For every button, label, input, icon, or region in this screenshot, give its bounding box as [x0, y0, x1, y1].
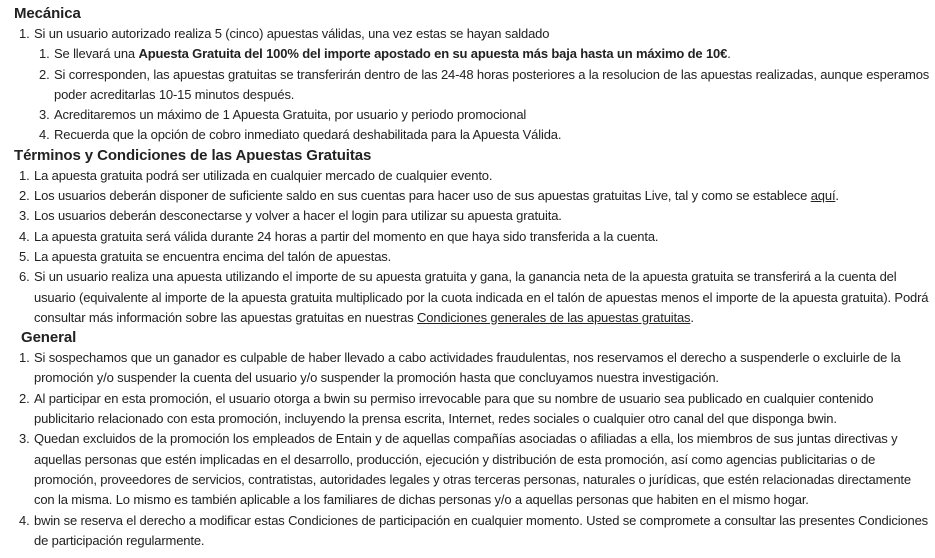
list-item: [0, 166, 930, 186]
list-item: [0, 105, 930, 125]
list-number: 1.: [19, 350, 30, 366]
list-item: [0, 247, 930, 267]
list-item: [0, 65, 935, 106]
list-number: 6.: [19, 269, 30, 285]
list-number: 1.: [19, 167, 30, 183]
document-content: [0, 4, 930, 551]
list-item: [0, 24, 930, 146]
list-number: 2.: [39, 66, 50, 82]
general-item-4-text: bwin se reserva el derecho a modificar estas Condiciones de participación en cualquier momento. Usted se compromete a consultar las presentes Condiciones de participación regularmente.: [34, 512, 929, 548]
list-item: [0, 206, 930, 226]
list-item: [0, 389, 934, 430]
list-number: 5.: [19, 248, 30, 264]
terminos-item-5-text: La apuesta gratuita se encuentra encima del talón de apuestas.: [34, 248, 392, 264]
terminos-list: [0, 166, 930, 328]
list-number: 3.: [19, 208, 30, 224]
list-item: [0, 227, 930, 247]
list-number: 2.: [19, 188, 30, 204]
list-item: [0, 348, 934, 389]
list-number: 4.: [39, 127, 50, 143]
terminos-item-3-text: Los usuarios deberán desconectarse y volver a hacer el login para utilizar su apuesta gratuita.: [34, 208, 562, 224]
sub-item-4-text: Recuerda que la opción de cobro inmediato quedará deshabilitada para la Apuesta Válida.: [54, 127, 562, 143]
sub-item-1-text: [54, 46, 731, 61]
general-item-1-text: Si sospechamos que un ganador es culpable de haber llevado a cabo actividades fraudulentas, nos reservamos el derecho a suspenderle o excluirle de la promoción y/o suspender la cuenta del usuario y/o suspender la promoción hasta que concluyamos nuestra investigación.: [34, 350, 901, 386]
list-number: 2.: [19, 390, 30, 406]
terminos-item-6-text: [34, 269, 928, 325]
section-title-mecanica: Mecánica: [14, 5, 81, 22]
mecanica-sublist: [0, 44, 930, 145]
condiciones-generales-link[interactable]: Condiciones generales de las apuestas gratuitas: [417, 309, 691, 325]
terminos-item-2-post: .: [835, 188, 839, 204]
sub-item-3-text: Acreditaremos un máximo de 1 Apuesta Gratuita, por usuario y periodo promocional: [54, 107, 527, 123]
sub-item-1-pre: Se llevará una: [54, 46, 139, 62]
mecanica-item-1-text: Si un usuario autorizado realiza 5 (cinco) apuestas válidas, una vez estas se hayan saldado: [34, 26, 550, 41]
list-number: 3.: [39, 107, 50, 123]
aqui-link[interactable]: aquí: [810, 188, 836, 204]
general-item-3-text: Quedan excluidos de la promoción los empleados de Entain y de aquellas compañías asociadas o afiliadas a ella, los miembros de sus juntas directivas y aquellas personas que estén implicadas en el desarrollo, producción, ejecución y distribución de esta promoción, así como agencias publicitarias o de promoción, proveedores de servicios, contratistas, autoridades legales y otras terceras personas, naturales o jurídicas, que estén relacionadas directamente con la misma. Lo mismo es también aplicable a los familiares de dichas personas y/o a aquellas personas que habiten en el mismo hogar.: [34, 431, 911, 508]
list-item: [0, 125, 930, 145]
list-number: 4.: [19, 512, 30, 528]
sub-item-2-text: Si corresponden, las apuestas gratuitas se transferirán dentro de las 24-48 horas posteriores a la resolucion de las apuestas realizadas, aunque esperamos poder acreditarlas 10-15 minutos después.: [54, 66, 930, 102]
mecanica-list: [0, 24, 930, 146]
list-number: 1.: [39, 46, 50, 62]
general-item-2-text: Al participar en esta promoción, el usuario otorga a bwin su permiso irrevocable para que su nombre de usuario sea publicado en cualquier contenido publicitario relacionado con esta promoción, incluyendo la prensa escrita, Internet, redes sociales o cualquier otro canal del que disponga bwin.: [34, 390, 874, 427]
list-item: [0, 186, 930, 206]
terminos-item-2-pre: Los usuarios deberán disponer de suficiente saldo en sus cuentas para hacer uso de sus apuestas gratuitas Live, tal y como se establece: [34, 188, 811, 204]
section-title-terminos: Términos y Condiciones de las Apuestas Gratuitas: [14, 146, 372, 164]
terminos-item-6-post: .: [690, 309, 694, 325]
sub-item-1-post: .: [727, 46, 731, 62]
section-title-general: General: [21, 329, 77, 347]
list-item: [0, 511, 934, 552]
terminos-item-6-pre: Si un usuario realiza una apuesta utilizando el importe de su apuesta gratuita y gana, la ganancia neta de la apuesta gratuita se transferirá a la cuenta del usuario (equivalente al importe de la apuesta gratuita multiplicado por la cuota indicada en el talón de apuestas menos el importe de la apuesta gratuita). Podrá consultar más información sobre las apuestas gratuitas en nuestras: [34, 269, 929, 325]
list-item: [0, 44, 930, 64]
list-number: 3.: [19, 431, 30, 447]
terminos-item-1-text: La apuesta gratuita podrá ser utilizada en cualquier mercado de cualquier evento.: [34, 167, 493, 183]
list-number: 1.: [19, 26, 30, 41]
terminos-item-4-text: La apuesta gratuita será válida durante 24 horas a partir del momento en que haya sido transferida a la cuenta.: [34, 228, 659, 244]
list-item: [0, 429, 934, 510]
list-item: [0, 267, 929, 328]
general-list: [0, 348, 930, 551]
list-number: 4.: [19, 228, 30, 244]
terminos-item-2-text: [34, 188, 839, 203]
sub-item-1-bold: Apuesta Gratuita del 100% del importe apostado en su apuesta más baja hasta un máximo de 10€: [138, 46, 728, 62]
